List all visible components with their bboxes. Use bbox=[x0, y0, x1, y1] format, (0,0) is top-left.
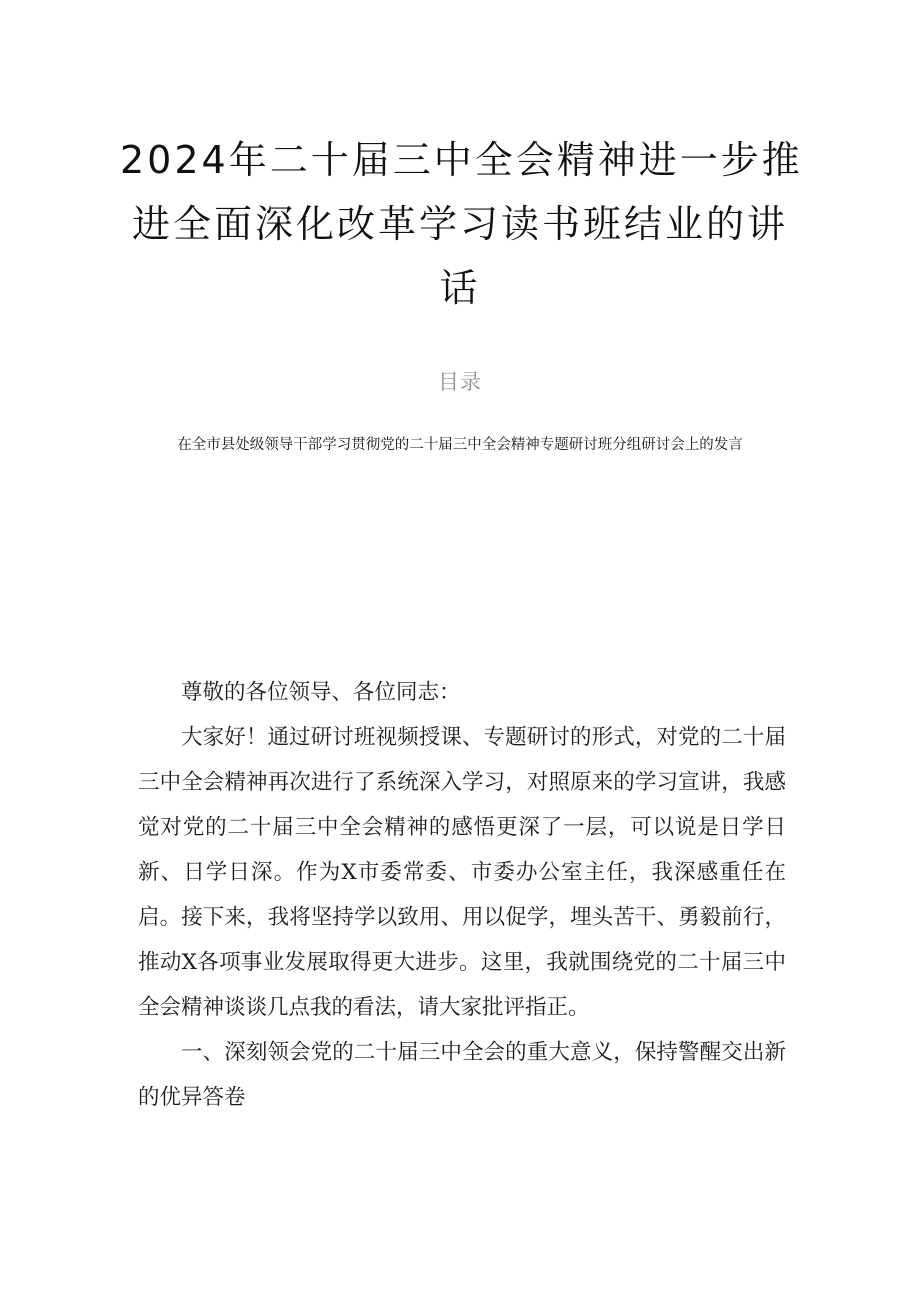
salutation: 尊敬的各位领导、各位同志： bbox=[181, 680, 461, 705]
document-title bbox=[120, 128, 803, 320]
title-line-1: 2024年二十届三中全会精神进一步推 bbox=[120, 138, 803, 182]
title-line-2: 进全面深化改革学习读书班结业的讲 bbox=[131, 202, 788, 246]
body-paragraph-1: 大家好！通过研讨班视频授课、专题研讨的形式，对党的二十届三中全会精神再次进行了系统深入学习，对照原来的学习宣讲，我感觉对党的二十届三中全会精神的感悟更深了一层，可以说是日学日新、日学日深。作为X市委常委、市委办公室主任，我深感重任在启。接下来，我将坚持学以致用、用以促学，埋头苦干、勇毅前行，推动X各项事业发展取得更大进步。这里，我就围绕党的二十届三中全会精神谈谈几点我的看法，请大家批评指正。 bbox=[138, 725, 786, 1020]
section-heading-1: 一、深刻领会党的二十届三中全会的重大意义，保持警醒交出新的优异答卷 bbox=[138, 1040, 786, 1110]
title-line-3: 话 bbox=[439, 266, 481, 310]
toc-heading: 目录 bbox=[438, 370, 482, 394]
speech-body bbox=[138, 670, 786, 1120]
toc-entry[interactable]: 在全市县处级领导干部学习贯彻党的二十届三中全会精神专题研讨班分组研讨会上的发言 bbox=[177, 437, 743, 453]
